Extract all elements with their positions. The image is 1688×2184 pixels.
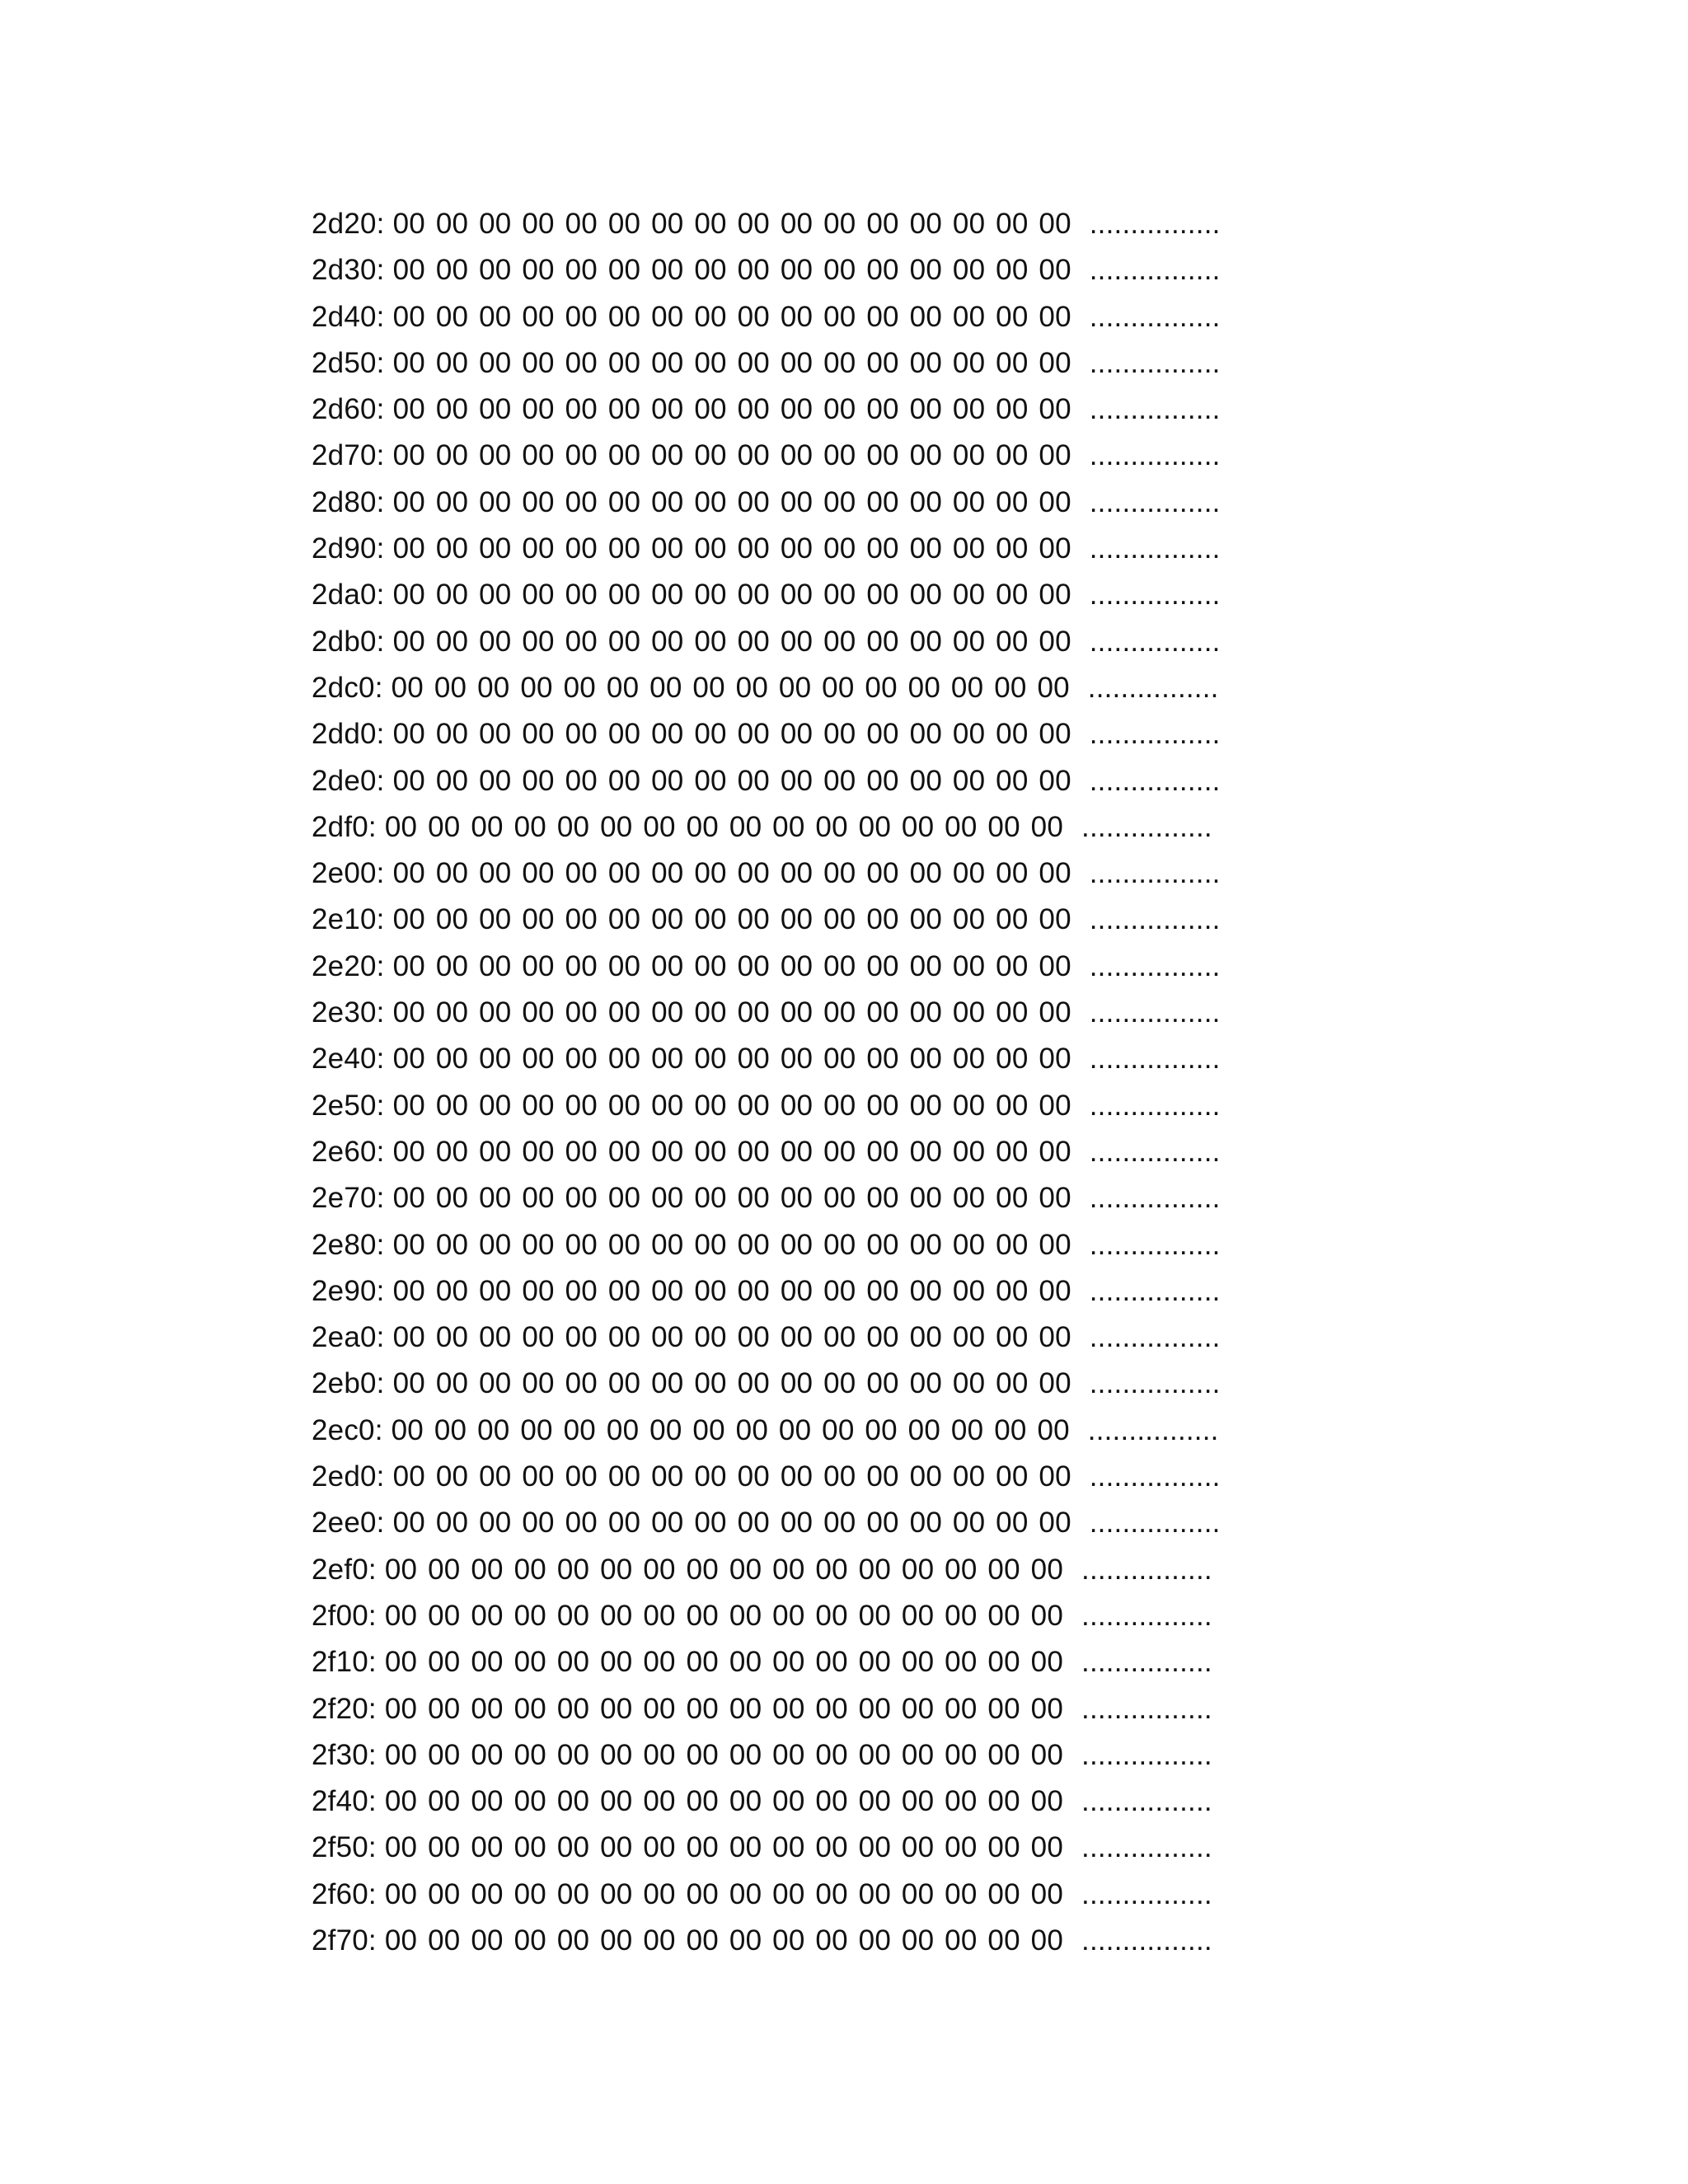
hex-bytes: 00 00 00 00 00 00 00 00 00 00 00 00 00 00 00 00 xyxy=(392,346,1071,379)
line-offset: 2d60: xyxy=(312,393,385,426)
hex-dump-line xyxy=(312,1918,1235,1964)
line-offset: 2e10: xyxy=(312,903,385,936)
hex-bytes: 00 00 00 00 00 00 00 00 00 00 00 00 00 00 00 00 xyxy=(392,764,1071,797)
ascii-column: ................ xyxy=(1089,1228,1221,1261)
hex-bytes: 00 00 00 00 00 00 00 00 00 00 00 00 00 00 00 00 xyxy=(392,949,1071,982)
ascii-column: ................ xyxy=(1089,1274,1221,1307)
hex-dump-line xyxy=(312,665,1235,711)
line-offset: 2e00: xyxy=(312,857,385,890)
hex-dump-line xyxy=(312,387,1235,433)
hex-bytes: 00 00 00 00 00 00 00 00 00 00 00 00 00 00 00 00 xyxy=(392,903,1071,936)
ascii-column: ................ xyxy=(1089,532,1221,565)
hex-bytes: 00 00 00 00 00 00 00 00 00 00 00 00 00 00 00 00 xyxy=(384,1785,1064,1818)
hex-dump-line xyxy=(312,851,1235,897)
hex-bytes: 00 00 00 00 00 00 00 00 00 00 00 00 00 00 00 00 xyxy=(392,579,1071,612)
hex-dump-line xyxy=(312,1779,1235,1825)
hex-dump-line xyxy=(312,1547,1235,1593)
ascii-column: ................ xyxy=(1089,439,1221,472)
ascii-column: ................ xyxy=(1089,1135,1221,1168)
ascii-column: ................ xyxy=(1081,1924,1212,1957)
line-offset: 2db0: xyxy=(312,625,385,658)
hex-dump-line xyxy=(312,1315,1235,1361)
ascii-column: ................ xyxy=(1081,1599,1212,1632)
hex-bytes: 00 00 00 00 00 00 00 00 00 00 00 00 00 00 00 00 xyxy=(392,439,1071,472)
hex-dump-line xyxy=(312,572,1235,618)
line-offset: 2ef0: xyxy=(312,1553,377,1586)
hex-bytes: 00 00 00 00 00 00 00 00 00 00 00 00 00 00 00 00 xyxy=(384,1692,1064,1725)
hex-dump-line xyxy=(312,1593,1235,1639)
hex-bytes: 00 00 00 00 00 00 00 00 00 00 00 00 00 00 00 00 xyxy=(392,857,1071,890)
hex-dump-line xyxy=(312,1268,1235,1315)
ascii-column: ................ xyxy=(1087,671,1219,704)
ascii-column: ................ xyxy=(1089,254,1221,287)
hex-bytes: 00 00 00 00 00 00 00 00 00 00 00 00 00 00 00 00 xyxy=(391,1413,1070,1446)
hex-bytes: 00 00 00 00 00 00 00 00 00 00 00 00 00 00 00 00 xyxy=(392,254,1071,287)
ascii-column: ................ xyxy=(1081,1646,1212,1679)
line-offset: 2e40: xyxy=(312,1043,385,1076)
line-offset: 2f40: xyxy=(312,1785,377,1818)
hex-dump-line xyxy=(312,1036,1235,1082)
hex-dump-line xyxy=(312,944,1235,990)
hex-bytes: 00 00 00 00 00 00 00 00 00 00 00 00 00 00 00 00 xyxy=(384,810,1064,843)
ascii-column: ................ xyxy=(1089,1043,1221,1076)
line-offset: 2ec0: xyxy=(312,1413,383,1446)
hex-dump-line xyxy=(312,1083,1235,1129)
ascii-column: ................ xyxy=(1089,857,1221,890)
ascii-column: ................ xyxy=(1089,1182,1221,1215)
hex-dump-line xyxy=(312,526,1235,572)
ascii-column: ................ xyxy=(1089,1367,1221,1400)
hex-bytes: 00 00 00 00 00 00 00 00 00 00 00 00 00 00 00 00 xyxy=(392,208,1071,240)
hex-bytes: 00 00 00 00 00 00 00 00 00 00 00 00 00 00 00 00 xyxy=(392,300,1071,333)
ascii-column: ................ xyxy=(1089,903,1221,936)
line-offset: 2d50: xyxy=(312,346,385,379)
line-offset: 2e70: xyxy=(312,1182,385,1215)
ascii-column: ................ xyxy=(1089,949,1221,982)
line-offset: 2de0: xyxy=(312,764,385,797)
line-offset: 2eb0: xyxy=(312,1367,385,1400)
hex-dump-line xyxy=(312,1361,1235,1407)
hex-dump-line xyxy=(312,897,1235,943)
hex-bytes: 00 00 00 00 00 00 00 00 00 00 00 00 00 00 00 00 xyxy=(392,625,1071,658)
line-offset: 2f20: xyxy=(312,1692,377,1725)
hex-dump-line xyxy=(312,340,1235,387)
ascii-column: ................ xyxy=(1081,1553,1212,1586)
hex-dump-line xyxy=(312,758,1235,804)
line-offset: 2df0: xyxy=(312,810,377,843)
ascii-column: ................ xyxy=(1089,485,1221,518)
hex-dump-line xyxy=(312,804,1235,851)
hex-dump-line xyxy=(312,1732,1235,1779)
ascii-column: ................ xyxy=(1089,1089,1221,1122)
ascii-column: ................ xyxy=(1089,1507,1221,1540)
line-offset: 2da0: xyxy=(312,579,385,612)
line-offset: 2e60: xyxy=(312,1135,385,1168)
hex-bytes: 00 00 00 00 00 00 00 00 00 00 00 00 00 00 00 00 xyxy=(392,1274,1071,1307)
ascii-column: ................ xyxy=(1089,579,1221,612)
hex-bytes: 00 00 00 00 00 00 00 00 00 00 00 00 00 00 00 00 xyxy=(384,1553,1064,1586)
line-offset: 2f10: xyxy=(312,1646,377,1679)
ascii-column: ................ xyxy=(1087,1413,1219,1446)
hex-dump-line xyxy=(312,990,1235,1036)
hex-dump-line xyxy=(312,1408,1235,1454)
hex-dump-line xyxy=(312,1500,1235,1546)
line-offset: 2d30: xyxy=(312,254,385,287)
hex-bytes: 00 00 00 00 00 00 00 00 00 00 00 00 00 00 00 00 xyxy=(392,1135,1071,1168)
ascii-column: ................ xyxy=(1089,1321,1221,1354)
hex-bytes: 00 00 00 00 00 00 00 00 00 00 00 00 00 00 00 00 xyxy=(391,671,1070,704)
line-offset: 2f50: xyxy=(312,1831,377,1864)
hex-dump-line xyxy=(312,480,1235,526)
line-offset: 2f70: xyxy=(312,1924,377,1957)
hex-bytes: 00 00 00 00 00 00 00 00 00 00 00 00 00 00 00 00 xyxy=(384,1646,1064,1679)
hex-dump xyxy=(312,201,1235,1964)
hex-bytes: 00 00 00 00 00 00 00 00 00 00 00 00 00 00 00 00 xyxy=(392,393,1071,426)
ascii-column: ................ xyxy=(1089,625,1221,658)
ascii-column: ................ xyxy=(1089,346,1221,379)
ascii-column: ................ xyxy=(1089,764,1221,797)
line-offset: 2e90: xyxy=(312,1274,385,1307)
line-offset: 2d80: xyxy=(312,485,385,518)
ascii-column: ................ xyxy=(1089,996,1221,1029)
hex-bytes: 00 00 00 00 00 00 00 00 00 00 00 00 00 00 00 00 xyxy=(392,1321,1071,1354)
hex-bytes: 00 00 00 00 00 00 00 00 00 00 00 00 00 00 00 00 xyxy=(384,1831,1064,1864)
hex-bytes: 00 00 00 00 00 00 00 00 00 00 00 00 00 00 00 00 xyxy=(392,1043,1071,1076)
hex-bytes: 00 00 00 00 00 00 00 00 00 00 00 00 00 00 00 00 xyxy=(384,1877,1064,1910)
line-offset: 2d70: xyxy=(312,439,385,472)
hex-dump-line xyxy=(312,1222,1235,1268)
ascii-column: ................ xyxy=(1081,1692,1212,1725)
ascii-column: ................ xyxy=(1089,300,1221,333)
hex-dump-line xyxy=(312,201,1235,247)
hex-dump-line xyxy=(312,294,1235,340)
hex-bytes: 00 00 00 00 00 00 00 00 00 00 00 00 00 00 00 00 xyxy=(392,1089,1071,1122)
line-offset: 2ee0: xyxy=(312,1507,385,1540)
ascii-column: ................ xyxy=(1089,393,1221,426)
line-offset: 2d20: xyxy=(312,208,385,240)
hex-dump-line xyxy=(312,619,1235,665)
hex-dump-line xyxy=(312,711,1235,757)
hex-bytes: 00 00 00 00 00 00 00 00 00 00 00 00 00 00 00 00 xyxy=(392,485,1071,518)
hex-dump-line xyxy=(312,1686,1235,1732)
hex-dump-line xyxy=(312,433,1235,479)
ascii-column: ................ xyxy=(1081,810,1212,843)
line-offset: 2ed0: xyxy=(312,1460,385,1493)
ascii-column: ................ xyxy=(1081,1738,1212,1771)
line-offset: 2f30: xyxy=(312,1738,377,1771)
ascii-column: ................ xyxy=(1089,1460,1221,1493)
hex-bytes: 00 00 00 00 00 00 00 00 00 00 00 00 00 00 00 00 xyxy=(392,718,1071,751)
ascii-column: ................ xyxy=(1081,1877,1212,1910)
line-offset: 2ea0: xyxy=(312,1321,385,1354)
hex-bytes: 00 00 00 00 00 00 00 00 00 00 00 00 00 00 00 00 xyxy=(384,1738,1064,1771)
line-offset: 2d40: xyxy=(312,300,385,333)
line-offset: 2e50: xyxy=(312,1089,385,1122)
line-offset: 2dd0: xyxy=(312,718,385,751)
hex-dump-line xyxy=(312,1872,1235,1918)
hex-dump-line xyxy=(312,1825,1235,1871)
ascii-column: ................ xyxy=(1089,718,1221,751)
hex-bytes: 00 00 00 00 00 00 00 00 00 00 00 00 00 00 00 00 xyxy=(392,1507,1071,1540)
line-offset: 2d90: xyxy=(312,532,385,565)
line-offset: 2e20: xyxy=(312,949,385,982)
hex-bytes: 00 00 00 00 00 00 00 00 00 00 00 00 00 00 00 00 xyxy=(384,1924,1064,1957)
hex-dump-line xyxy=(312,1175,1235,1221)
hex-bytes: 00 00 00 00 00 00 00 00 00 00 00 00 00 00 00 00 xyxy=(384,1599,1064,1632)
hex-bytes: 00 00 00 00 00 00 00 00 00 00 00 00 00 00 00 00 xyxy=(392,996,1071,1029)
hex-bytes: 00 00 00 00 00 00 00 00 00 00 00 00 00 00 00 00 xyxy=(392,1367,1071,1400)
hex-bytes: 00 00 00 00 00 00 00 00 00 00 00 00 00 00 00 00 xyxy=(392,532,1071,565)
hex-dump-line xyxy=(312,1639,1235,1685)
line-offset: 2dc0: xyxy=(312,671,383,704)
hex-bytes: 00 00 00 00 00 00 00 00 00 00 00 00 00 00 00 00 xyxy=(392,1228,1071,1261)
line-offset: 2e30: xyxy=(312,996,385,1029)
hex-bytes: 00 00 00 00 00 00 00 00 00 00 00 00 00 00 00 00 xyxy=(392,1182,1071,1215)
hex-dump-line xyxy=(312,247,1235,293)
ascii-column: ................ xyxy=(1089,208,1221,240)
hex-bytes: 00 00 00 00 00 00 00 00 00 00 00 00 00 00 00 00 xyxy=(392,1460,1071,1493)
hex-dump-line xyxy=(312,1129,1235,1175)
line-offset: 2e80: xyxy=(312,1228,385,1261)
line-offset: 2f60: xyxy=(312,1877,377,1910)
ascii-column: ................ xyxy=(1081,1785,1212,1818)
line-offset: 2f00: xyxy=(312,1599,377,1632)
ascii-column: ................ xyxy=(1081,1831,1212,1864)
hex-dump-line xyxy=(312,1454,1235,1500)
